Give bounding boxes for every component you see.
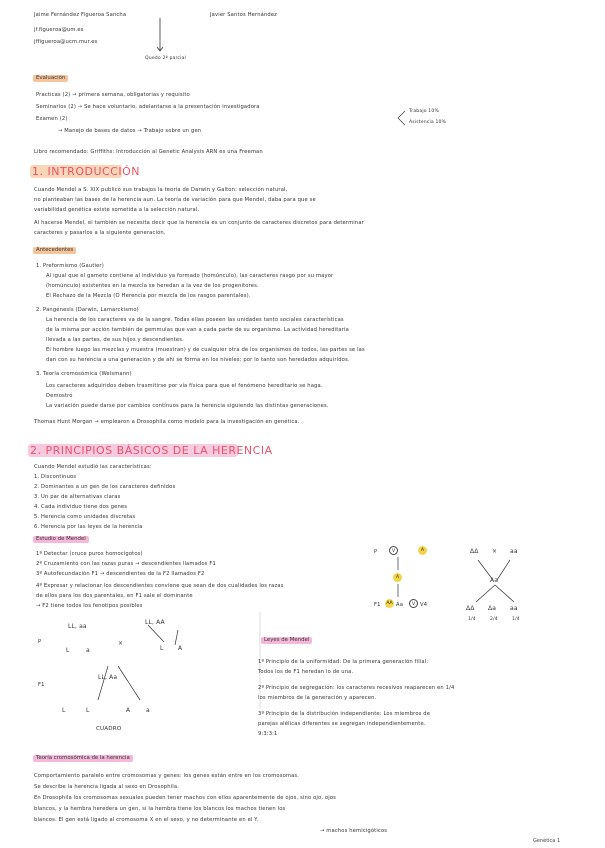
grading-label: Evaluación <box>33 75 68 82</box>
cross-f2-a2: a <box>146 707 150 714</box>
section2-title: 2. PRINCIPIOS BÁSICOS DE LA HERENCIA <box>30 444 273 457</box>
grading-line-3: Examen (2) <box>36 116 68 122</box>
chromosome-line-6: → machos hemicigóticos <box>320 828 388 834</box>
antecedent-3: 3. Teoría cromosómica (Weismann) <box>36 371 132 377</box>
cross-gamete-left-2: a <box>86 647 90 654</box>
pea-p-label: P <box>374 549 378 555</box>
antecedent-1b: Al igual que el gameto contiene al individuo ya formado (homúnculo), las caracteres rasgo por su mayor <box>46 273 334 279</box>
page-footer: Genética 1 <box>533 838 561 844</box>
grading-side-2: Asistencia 10% <box>409 120 447 125</box>
pea-f2-green: V <box>409 599 418 608</box>
punnett-bottom-3: aa <box>510 605 518 612</box>
cross-arrow-3 <box>98 666 108 700</box>
cross-p-right: LL, AA <box>145 619 165 626</box>
punnett-ratio-3: 1/4 <box>512 617 520 622</box>
section1-final: Thomas Hunt Morgan → emplearon a Drosophila como modelo para la investigación en genética. <box>34 419 300 425</box>
email-2: jffigueroa@ucm.mur.es <box>34 39 98 45</box>
antecedent-1c: (homúnculo) existentes en la mezcla se heredan a la vez de los progenitores. <box>46 283 259 289</box>
law-2: 2º Principio de segregación: los caracteres recesivos reaparecen en 1/4 <box>258 685 455 691</box>
grading-line-2: Seminarios (2) → Se hace voluntario, adelantarse a la presentación investigadora <box>36 104 260 110</box>
punnett-ratio-2: 2/4 <box>490 617 498 622</box>
chromosome-line-5: blancos. El gen está ligado al cromosoma X en el sexo, y no determinante en el Y. <box>34 817 259 823</box>
antecedent-2f: dan con su herencia a una generación y de ahí se forma en los niveles; por lo tanto son heredados adquiridos. <box>46 357 350 363</box>
antecedent-2c: de la misma por acción también de gemmulas que van a cada parte de su organismo. La actividad hereditaria <box>46 327 349 333</box>
right-arrow-4 <box>497 560 510 580</box>
cross-cuadro: CUADRO <box>96 726 122 732</box>
pea-f2-v4: V4 <box>420 602 428 608</box>
chromosome-line-3: En Drosophila los cromosomas sexuales pueden tener machos con ellos aparentemente de ojos, sino ojo, ojos <box>34 795 337 801</box>
section1-title: 1. INTRODUCCIÓN <box>32 165 140 178</box>
pea-yellow-circle: A <box>418 546 427 555</box>
punnett-bottom-2: Δa <box>488 605 497 612</box>
antecedent-1: 1. Preformismo (Gautier) <box>36 263 104 269</box>
law-2b: los miembros de la generación y aparecen. <box>258 695 377 701</box>
feature-3: 3. Un par de alternativas claras <box>34 494 121 500</box>
antecedent-2b: La herencia de los caracteres va de la sangre. Todas ellas poseen las unidades tanto sociales características <box>46 317 344 323</box>
law-1b: Todos los de F1 heredan lo de una. <box>258 669 354 675</box>
step-2: 2º Cruzamiento con las razas puras → descendientes llamados F1 <box>36 561 216 567</box>
punnett-bottom-1: ΔΔ <box>466 605 475 612</box>
cross-p-label: P <box>38 639 42 645</box>
feature-1: 1. Discontinuos <box>34 474 77 480</box>
grading-bracket <box>398 111 405 125</box>
pages-note: Quedo 2ª parcial <box>145 56 186 61</box>
punnett-times: × <box>492 548 498 555</box>
section1-p5: caracteres y pasarlos a la siguiente generación. <box>34 230 166 236</box>
chromosome-theory-label: Teoría cromosómica de la herencia <box>33 755 133 762</box>
cross-arrow-1 <box>148 625 164 642</box>
antecedent-3b: Los caracteres adquiridos deben trasmitirse por vía física para que el fenómeno hereditario se haga. <box>46 383 323 389</box>
step-3: 3º Autofecundación F1 → descendientes de la F2 llamados F2 <box>36 571 205 577</box>
step-1: 1º Detectar (cruce puros homocigotos) <box>36 551 143 557</box>
antecedent-2e: El hombre luego las mezclas y muestra (muestran) y de cualquier otra de los organismos de todos, las partes se las <box>46 347 365 353</box>
feature-4: 4. Cada individuo tiene dos genes <box>34 504 128 510</box>
grading-side-1: Trabajo 10% <box>409 109 439 114</box>
law-3: 3º Principio de la distribución independiente: Los miembros de <box>258 711 431 717</box>
law-1: 1º Principio de la uniformidad: De la primera generación filial: <box>258 659 429 665</box>
step-4: 4º Expresar y relacionar los descendientes conviene que sean de dos cualidades los razas <box>36 583 284 589</box>
antecedentes-label: Antecedentes <box>33 247 76 254</box>
antecedent-3c: Demostró <box>46 393 73 399</box>
cross-f2-a1: A <box>126 707 131 714</box>
cross-arrow-2 <box>175 630 178 645</box>
chromosome-line-4: blancos, y la hembra heredera un gen, si la hembra tiene los blancos los machos tienen los <box>34 806 286 812</box>
section2-intro: Cuando Mendel estudió las características: <box>34 464 152 470</box>
pea-f1-label: F1 <box>374 602 381 608</box>
antecedent-1d: El Rechazo de la Mezcla (O Herencia por mezcla de los rasgos parentales). <box>46 293 251 299</box>
cross-f1-genotype: LL, Aa <box>98 674 118 681</box>
cross-f2-l2: L <box>86 707 90 714</box>
step-4c: → F2 tiene todos los fenotipos posibles <box>36 603 143 609</box>
feature-6: 6. Herencia por las leyes de la herencia <box>34 524 143 530</box>
section1-p1: Cuando Mendel a S. XIX publicó sus trabajos la teoría de Darwin y Galton: selección natural, <box>34 187 288 193</box>
cross-gamete-right-2: A <box>178 645 183 652</box>
punnett-right-top: aa <box>510 548 518 555</box>
right-arrow-5 <box>476 585 495 602</box>
antecedent-2d: llevada a las partes, de sus hijos y descendientes. <box>46 337 184 343</box>
section1-p2: no planteaban las bases de la herencia aun. La teoría de variación para que Mendel, daba para que se <box>34 197 316 203</box>
punnett-left-top: ΔΔ <box>470 548 479 555</box>
author-2: Javier Santos Hernández <box>210 12 278 18</box>
feature-5: 5. Herencia como unidades discretas <box>34 514 136 520</box>
step-4b: de ellos para los dos parentales, en F1 sale el dominante <box>36 593 193 599</box>
antecedent-2: 2. Pangénesis (Darwin, Lamarckismo) <box>36 307 139 313</box>
cross-f1-label: F1 <box>38 682 45 688</box>
cross-p-left: LL, aa <box>68 623 87 630</box>
section1-p3: variabilidad genética existe sometida a la selección natural. <box>34 207 200 213</box>
pea-f1-circle: A <box>393 573 402 582</box>
grading-line-1: Practicas (2) → primera semana, obligatorias y requisito <box>36 92 190 98</box>
right-arrow-6 <box>495 585 514 602</box>
pea-green-circle: V <box>389 546 398 555</box>
recommended-book: Libro recomendado: Griffiths: Introducción al Genetic Analysis ARN es una Freeman <box>34 149 263 155</box>
grading-line-4: → Manejo de bases de datos → Trabajo sobre un gen <box>58 128 202 134</box>
chromosome-line-1: Comportamiento paralelo entre cromosomas y genes: los genes están entre en los cromosomas. <box>34 773 300 779</box>
chromosome-line-2: Se describe la herencia ligada al sexo en Drosophila. <box>34 784 179 790</box>
pea-f2-yellow: AA <box>386 601 393 606</box>
email-1: jf.figueroa@um.es <box>34 27 84 33</box>
cross-arrow-4 <box>118 666 140 700</box>
feature-2: 2. Dominantes a un gen de los caracteres definidos <box>34 484 176 490</box>
cross-gamete-right: L <box>160 645 164 652</box>
leyes-label: Leyes de Mendel <box>261 637 312 644</box>
section1-p4: Al hacerse Mendel, el también se necesita decir que la herencia es un conjunto de caracteres discretos para determinar <box>34 220 364 226</box>
law-3b: parejas alélicas diferentes se segregan independientemente. <box>258 721 426 727</box>
cross-f2-l1: L <box>62 707 66 714</box>
studio-label: Estudio de Mendel <box>33 536 89 543</box>
antecedent-3d: La variación puede darse por cambios contínuos para la herencia siguiendo las distintas generaciones. <box>46 403 329 409</box>
law-3c: 9:3:3:1 <box>258 731 278 737</box>
cross-times: × <box>118 640 124 647</box>
pea-f2-aa: Aa <box>396 602 404 608</box>
author-1: Jaime Fernández Figueroa Sancha <box>34 12 127 18</box>
punnett-ratio-1: 1/4 <box>468 617 476 622</box>
punnett-middle: Aa <box>490 577 499 584</box>
cross-gamete-left: L <box>66 647 70 654</box>
